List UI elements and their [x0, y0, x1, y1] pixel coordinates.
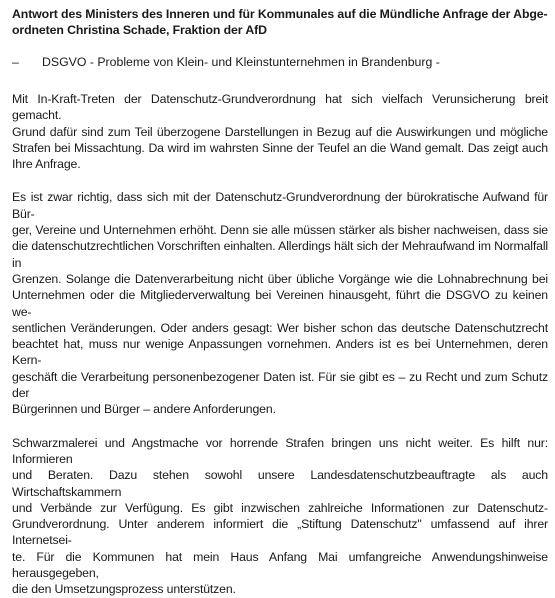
paragraph: [12, 91, 548, 172]
paragraph-line: Es ist zwar richtig, dass sich mit der Datenschutz-Grundverordnung der bürokratische Aufwand für Bür-: [12, 190, 548, 221]
paragraph-line: ger, Vereine und Unternehmen erhöht. Denn sie alle müssen stärker als bisher nachweisen, dass sie: [12, 223, 548, 238]
paragraph-line: Ihre Anfrage.: [12, 157, 81, 172]
paragraph-line: und Beraten. Dazu stehen sowohl unsere Landesdatenschutzbeauftragte als auch Wirtschaftskammern: [12, 468, 548, 499]
paragraph-line: die datenschutzrechtlichen Vorschriften einhalten. Allerdings hält sich der Mehraufwand im Normalfall in: [12, 239, 548, 270]
paragraph-line: te. Für die Kommunen hat mein Haus Anfang Mai umfangreiche Anwendungshinweise herausgegeben,: [12, 549, 548, 581]
heading-line: ordneten Christina Schade, Fraktion der AfD: [12, 23, 267, 37]
paragraph-line: Grundverordnung. Unter anderem informiert die „Stiftung Datenschutz" umfassend auf ihrer Internetsei-: [12, 517, 548, 548]
paragraph-line: die den Umsetzungsprozess unterstützen.: [12, 582, 236, 597]
heading-line: Antwort des Ministers des Inneren und für Kommunales auf die Mündliche Anfrage der Abge-: [12, 7, 548, 21]
paragraph-line: und Verbände zur Verfügung. Es gibt inzwischen zahlreiche Informationen zur Datenschutz-: [12, 500, 548, 515]
paragraph-line: Grund dafür sind zum Teil überzogene Darstellungen in Bezug auf die Auswirkungen und mögliche: [12, 124, 548, 139]
paragraph-line: Mit In-Kraft-Treten der Datenschutz-Grundverordnung hat sich vielfach Verunsicherung breit gemacht.: [12, 92, 548, 123]
subject-line: [12, 54, 548, 70]
paragraph: [12, 435, 548, 598]
paragraph: [12, 189, 548, 417]
paragraph-line: Bürgerinnen und Bürger – andere Anforderungen.: [12, 402, 276, 417]
paragraph-line: geschäft die Verarbeitung personenbezogener Daten ist. Für sie gibt es – zu Recht und zum Schutz der: [12, 369, 548, 401]
paragraph-line: beachtet hat, muss nur wenige Anpassungen vornehmen. Anders ist es bei Unternehmen, deren Kern-: [12, 337, 548, 368]
subject-dash: –: [12, 55, 19, 69]
document-page: [12, 6, 548, 598]
paragraph-line: Schwarzmalerei und Angstmache vor horrende Strafen bringen uns nicht weiter. Es hilft nur: Informieren: [12, 435, 548, 466]
paragraph-line: Unternehmen oder die Mitgliederverwaltung bei Vereinen hinausgeht, führt die DSGVO zu keinen we-: [12, 288, 548, 319]
paragraph-line: Strafen bei Missachtung. Da wird im wahrsten Sinne der Teufel an die Wand gemalt. Das zeigt auch: [12, 140, 548, 155]
document-heading: [12, 6, 548, 38]
paragraph-line: sentlichen Veränderungen. Oder anders gesagt: Wer bisher schon das deutsche Datenschutzrecht: [12, 320, 548, 335]
paragraph-line: Grenzen. Solange die Datenverarbeitung nicht über übliche Vorgänge wie die Lohnabrechnung bei: [12, 271, 548, 286]
subject-text: DSGVO - Probleme von Klein- und Kleinstunternehmen in Brandenburg -: [42, 55, 440, 69]
